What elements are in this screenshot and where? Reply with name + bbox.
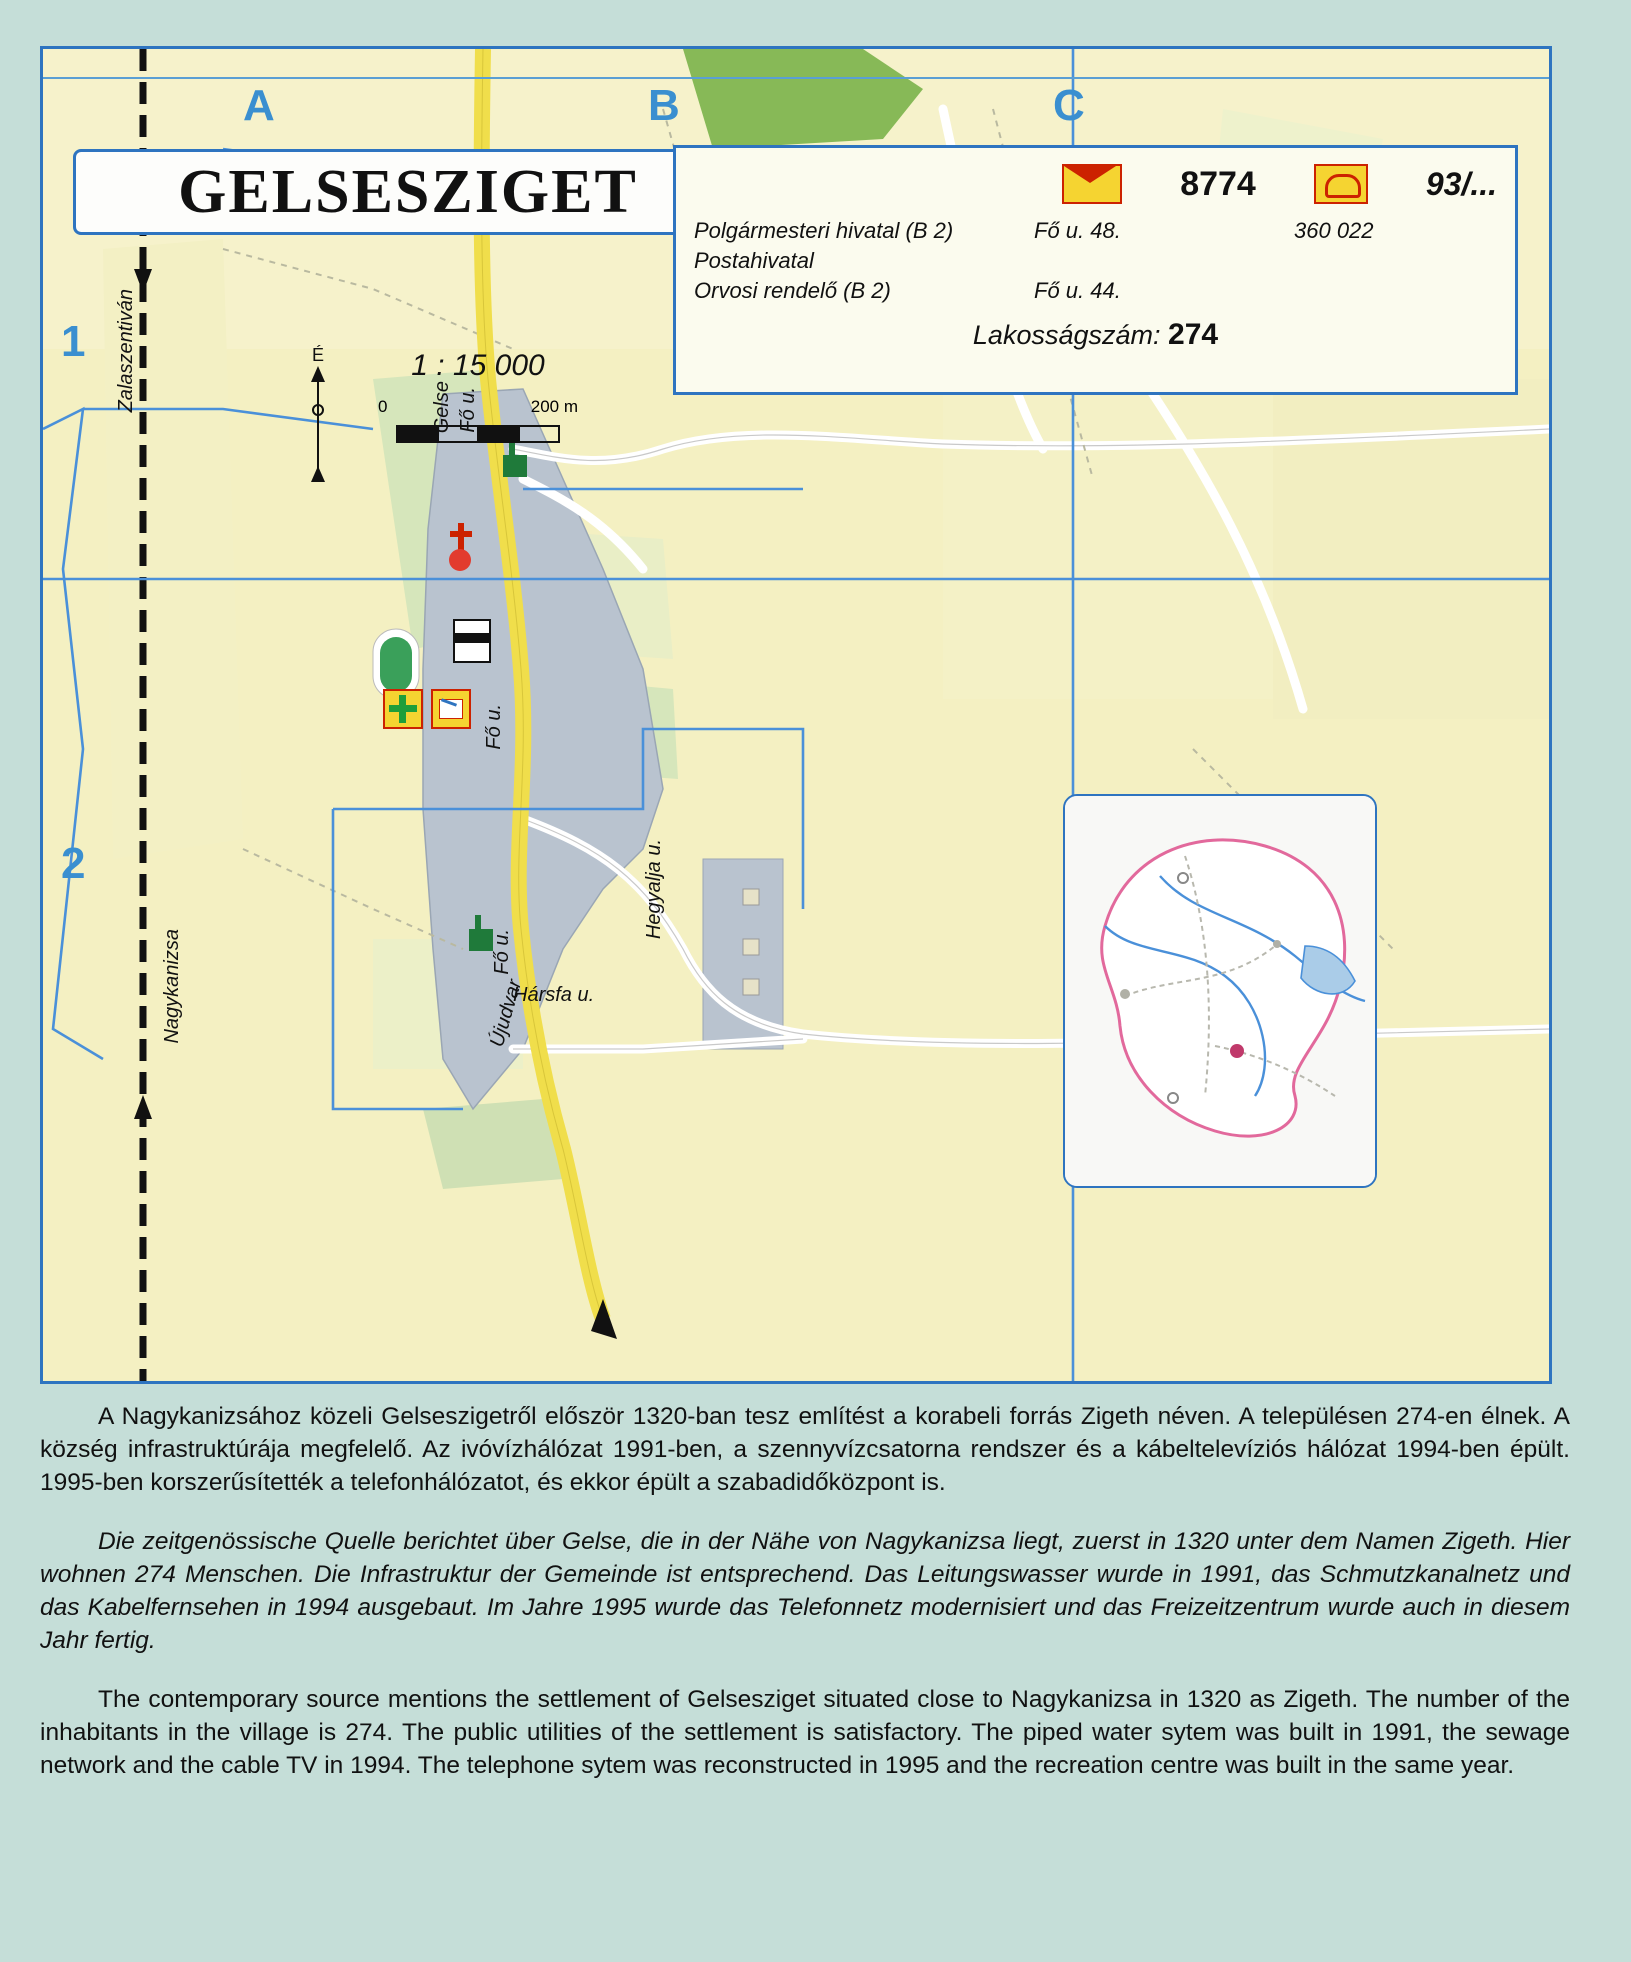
info-entry-name: Orvosi rendelő (B 2) (694, 278, 891, 303)
telephone-icon (1314, 164, 1368, 204)
paragraph-english: The contemporary source mentions the settlement of Gelsesziget situated close to Nagykanizsa in 1320 as Zigeth. The number of the inhabitants in the village is 274. The public utilities of the settlement is satisfactory. The piped water sytem was built in 1991, the sewage network and the cable TV in 1994. The telephone sytem was reconstructed in 1995 and the recreation centre was built in the same year. (40, 1686, 1570, 1779)
paragraph-german: Die zeitgenössische Quelle berichtet über Gelse, die in der Nähe von Nagykanizsa liegt, zuerst in 1320 unter dem Namen Zigeth. Hier wohnen 274 Menschen. Die Infrastruktur der Gemeinde ist entsprechend. Das Leitungswasser wurde in 1991, das Schmutzkanalnetz und das Kabelfernsehen in 1994 ausgebaut. Im Jahre 1995 wurde das Telefonnetz modernisiert und das Freizeitzentrum wurde auch in diesem Jahr fertig. (40, 1528, 1570, 1654)
info-entry-list (694, 216, 1497, 306)
info-entry-phone (1294, 246, 1474, 276)
scale-end-label: 200 m (530, 397, 578, 416)
compass-needle (305, 366, 331, 486)
page-title: GELSESZIGET (178, 157, 638, 226)
grid-label-1: 1 (61, 317, 86, 366)
street-label-fo-u-2: Fő u. (483, 704, 505, 750)
scale-ratio: 1 : 15 000 (411, 349, 545, 382)
grid-label-B: B (648, 81, 680, 130)
street-label-fo-u-3: Fő u. (491, 929, 513, 975)
info-entry-address (1034, 246, 1294, 276)
street-label-harsfa: Hársfa u. (513, 984, 595, 1006)
post-office-icon (431, 689, 471, 729)
description-texts (40, 1400, 1570, 1808)
grid-label-2: 2 (61, 839, 86, 888)
paragraph-hungarian: A Nagykanizsához közeli Gelseszigetről először 1320-ban tesz említést a korabeli forrás Zigeth néven. A településen 274-en élnek. A község infrastruktúrája megfelelő. Az ivóvízhálózat 1991-ben, a szennyvízcsatorna rendszer és a kábeltelevíziós hálózat 1994-ben épült. 1995-ben korszerűsítették a telefonhálózatot, és ekkor épült a szabadidőközpont is. (40, 1403, 1570, 1496)
info-entry-name: Postahivatal (694, 248, 814, 273)
street-label-fo-u-1: Fő u. (457, 387, 479, 433)
compass-rose (305, 345, 331, 491)
inset-canvas (1065, 796, 1375, 1186)
info-entry (694, 246, 1497, 276)
street-label-hegyalja: Hegyalja u. (643, 839, 665, 940)
grid-label-A: A (243, 81, 275, 130)
info-entry (694, 276, 1497, 306)
info-entry-name: Polgármesteri hivatal (B 2) (694, 218, 954, 243)
pharmacy-icon (383, 689, 423, 729)
population-value: 274 (1168, 318, 1219, 351)
map-title-box (73, 149, 743, 235)
scale-start-label: 0 (378, 397, 388, 416)
info-entry-address: Fő u. 44. (1034, 278, 1121, 303)
info-entry-address: Fő u. 48. (1034, 218, 1121, 243)
population-line (694, 318, 1497, 352)
info-entry-phone: 360 022 (1294, 218, 1374, 243)
region-inset-map (1063, 794, 1377, 1188)
envelope-icon (1062, 164, 1122, 204)
area-code: 93/... (1425, 165, 1497, 202)
village-map (40, 46, 1552, 1384)
grid-label-C: C (1053, 81, 1085, 130)
population-label: Lakosságszám: (972, 320, 1161, 350)
road-label-zalaszentivan: Zalaszentiván (115, 289, 137, 413)
road-label-gelse: Gelse (431, 381, 453, 434)
info-entry (694, 216, 1497, 246)
town-hall-icon (453, 619, 491, 663)
village-info-box (673, 145, 1518, 395)
road-label-nagykanizsa: Nagykanizsa (161, 929, 183, 1044)
road-label-ujudvar: Újudvar (485, 977, 527, 1050)
postal-code: 8774 (1180, 164, 1256, 203)
info-entry-phone (1294, 276, 1474, 306)
compass-north-label: É (311, 345, 324, 365)
grid-line-top (43, 77, 1549, 79)
settlement-dot (449, 549, 471, 571)
